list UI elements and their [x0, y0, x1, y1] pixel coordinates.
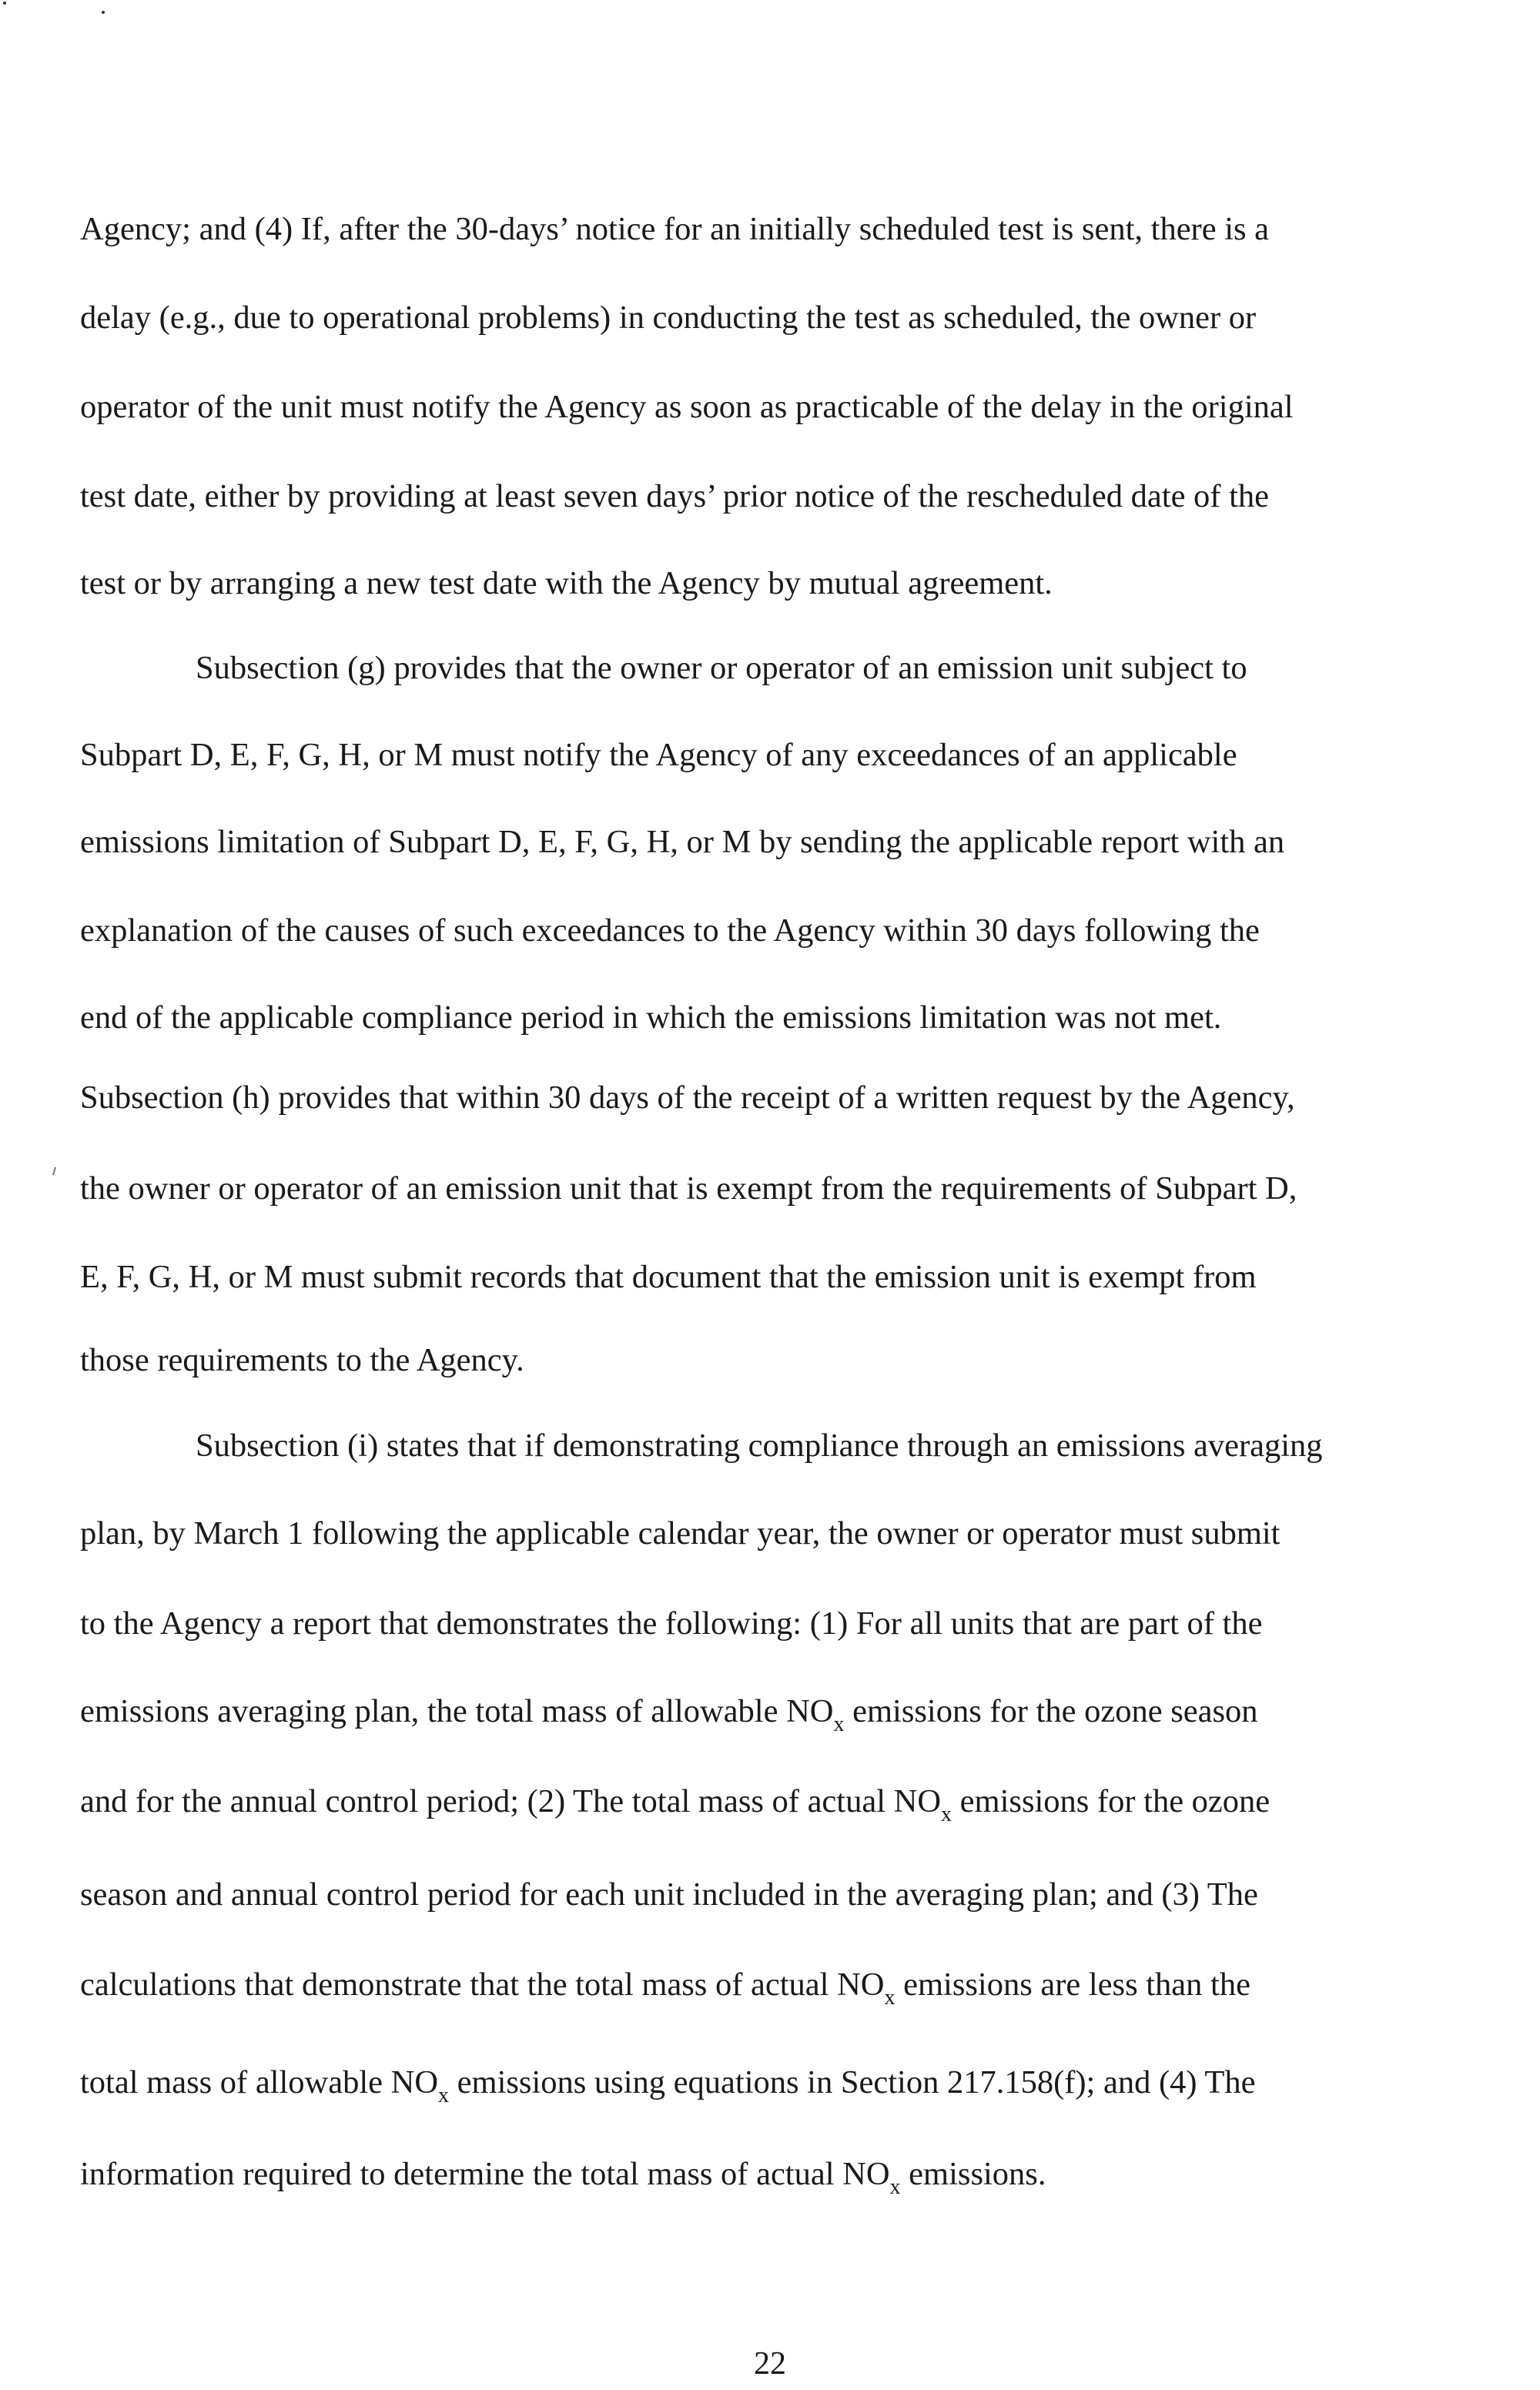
text-line: Subpart D, E, F, G, H, or M must notify the Agency of any exceedances of an applicable — [80, 737, 1237, 773]
text-line-nox — [80, 1692, 1258, 1736]
scan-mark — [53, 1167, 55, 1175]
text-run: calculations that demonstrate that the total mass of actual NO — [80, 1967, 885, 2003]
page-number: 22 — [754, 2346, 786, 2382]
text-line-nox — [80, 1782, 1270, 1826]
text-line: test date, either by providing at least seven days’ prior notice of the rescheduled date of the — [80, 478, 1270, 514]
subscript: x — [833, 1712, 845, 1736]
text-line: the owner or operator of an emission unit that is exempt from the requirements of Subpart D, — [80, 1170, 1297, 1207]
text-run: information required to determine the total mass of actual NO — [80, 2156, 890, 2192]
scan-speck — [3, 2, 6, 5]
text-run: emissions. — [900, 2156, 1046, 2192]
text-run: total mass of allowable NO — [80, 2064, 439, 2100]
text-line: explanation of the causes of such exceedances to the Agency within 30 days following the — [80, 912, 1260, 949]
text-line-nox — [80, 2063, 1255, 2107]
text-line: test or by arranging a new test date with the Agency by mutual agreement. — [80, 565, 1053, 601]
text-line: E, F, G, H, or M must submit records that document that the emission unit is exempt from — [80, 1259, 1257, 1295]
text-run: emissions for the ozone season — [844, 1693, 1258, 1729]
text-run: emissions for the ozone — [952, 1783, 1270, 1819]
scan-speck — [102, 11, 105, 14]
text-line: season and annual control period for each unit included in the averaging plan; and (3) The — [80, 1876, 1258, 1913]
text-line-nox — [80, 2154, 1046, 2198]
text-line: operator of the unit must notify the Agency as soon as practicable of the delay in the original — [80, 389, 1294, 425]
text-run: and for the annual control period; (2) The total mass of actual NO — [80, 1783, 942, 1819]
text-line: Agency; and (4) If, after the 30-days’ notice for an initially scheduled test is sent, there is a — [80, 211, 1270, 247]
text-line: to the Agency a report that demonstrates the following: (1) For all units that are part of the — [80, 1605, 1263, 1642]
text-line-nox — [80, 1965, 1250, 2009]
text-line: plan, by March 1 following the applicable calendar year, the owner or operator must submit — [80, 1515, 1281, 1551]
text-line: Subsection (h) provides that within 30 days of the receipt of a written request by the Agency, — [80, 1080, 1295, 1116]
text-run: emissions using equations in Section 217.158(f); and (4) The — [449, 2064, 1256, 2100]
text-run: emissions averaging plan, the total mass of allowable NO — [80, 1693, 834, 1729]
text-line: emissions limitation of Subpart D, E, F, G, H, or M by sending the applicable report with an — [80, 824, 1285, 860]
text-line: those requirements to the Agency. — [80, 1342, 524, 1378]
subscript: x — [889, 2175, 901, 2199]
subscript: x — [941, 1803, 952, 1826]
text-line: end of the applicable compliance period in which the emissions limitation was not met. — [80, 999, 1222, 1036]
subscript: x — [438, 2084, 450, 2107]
subscript: x — [884, 1986, 896, 2010]
paragraph-first-line: Subsection (i) states that if demonstrating compliance through an emissions averaging — [196, 1428, 1323, 1464]
text-run: emissions are less than the — [895, 1967, 1250, 2003]
text-line: delay (e.g., due to operational problems) in conducting the test as scheduled, the owner or — [80, 300, 1257, 336]
paragraph-first-line: Subsection (g) provides that the owner or operator of an emission unit subject to — [196, 650, 1247, 686]
